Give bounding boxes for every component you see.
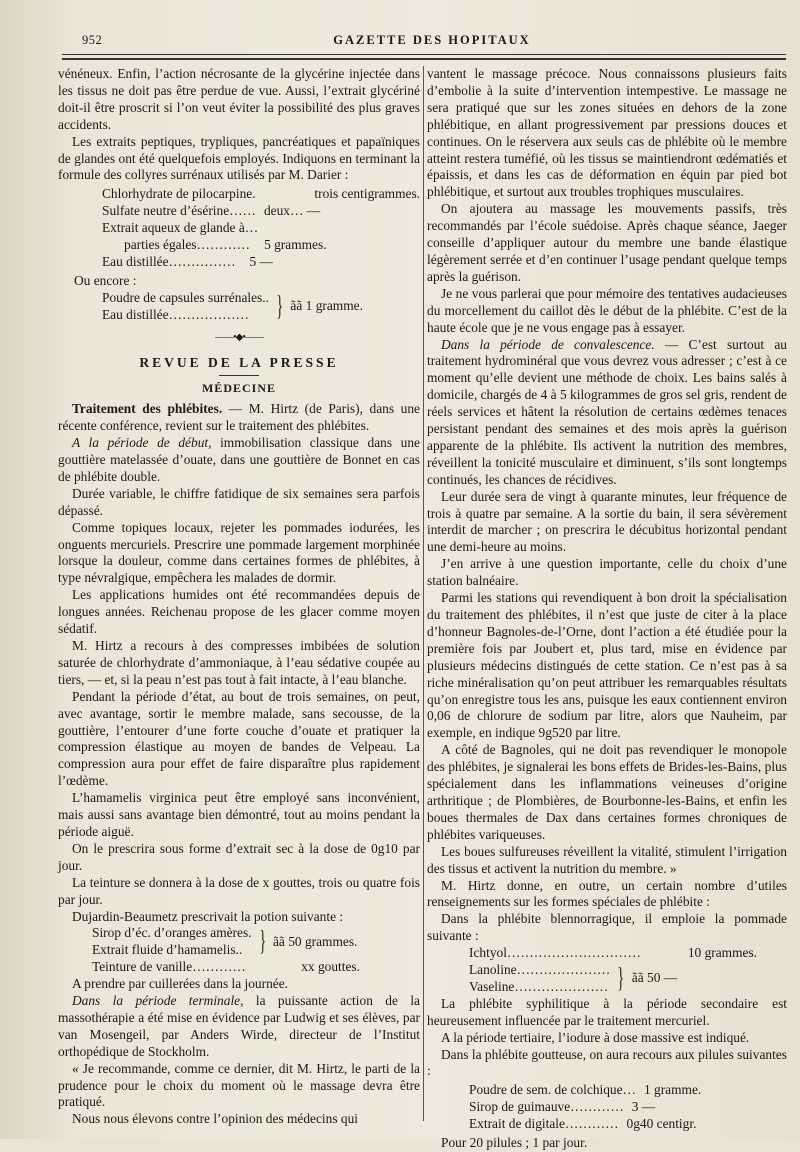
header-rule-thin (62, 54, 786, 55)
rx-ingredient: Poudre de sem. de colchique… (469, 1082, 636, 1098)
rx-quantity: 3 — (631, 1099, 656, 1115)
prescription-ichtyol (469, 962, 787, 996)
prescription-capsules (102, 290, 420, 324)
paragraph-text: immobilisation classique dans une gouttière matelassée d’ouate, dans une gouttière de Bonnet en cas de phlébite double. (58, 435, 420, 484)
rx-ingredient: Sirop d’éc. d’oranges amères. (92, 925, 252, 941)
brace: } (258, 926, 266, 958)
header-rule-thick (62, 58, 786, 60)
rx-ingredient: Extrait fluide d’hamamelis.. (92, 942, 243, 958)
paragraph: vénéneux. Enfin, l’action nécrosante de la glycérine injectée dans les tissus ne doit pas être perdue de vue. Aussi, l’extrait glycériné doit-il être proscrit si l’on veut éviter la possibilité des plus graves accidents. (58, 66, 420, 132)
rx-ingredient: Vaseline………………… (469, 978, 609, 994)
column-divider (423, 66, 424, 1121)
rx-ingredient: Eau distillée…………… (102, 253, 236, 269)
rx-row (102, 254, 420, 271)
paragraph: M. Hirtz a recours à des compresses imbibées de solution saturée de chlorhydrate d’ammoniaque, à l’eau sédative coupée au tiers, — et, si la peau n’est pas tout à fait intacte, à l’eau blanche. (58, 638, 420, 687)
rx-row (469, 1116, 757, 1133)
paragraph: Leur durée sera de vingt à quarante minutes, leur fréquence de trois à quatre par semaine. A la sortie du bain, il sera sévèrement interdit de marcher ; on prescrira le décubitus horizontal pendant une demi-heure au moins. (427, 488, 787, 555)
paragraph: A prendre par cuillerées dans la journée. (72, 976, 289, 992)
right-column (427, 66, 787, 1152)
paragraph: Nous nous élevons contre l’opinion des médecins qui (72, 1111, 358, 1127)
rx-ingredient: Chlorhydrate de pilocarpine. (102, 186, 256, 202)
italic-lead: A la période de début, (72, 435, 212, 451)
journal-title: GAZETTE DES HOPITAUX (333, 33, 531, 47)
paragraph: Les extraits peptiques, trypliques, pancréatiques et papaïniques de glandes ont été quelquefois employés. Indiquons en terminant la formule des collyres surrénaux utilisés par M. Darier : (58, 133, 420, 183)
paragraph: Pour 20 pilules ; 1 par jour. (441, 1135, 588, 1151)
rx-row (469, 945, 757, 962)
rx-row (469, 1099, 757, 1116)
italic-lead: Dans la période terminale, (72, 993, 244, 1009)
paragraph: Dans la phlébite goutteuse, on aura recours aux pilules suivantes : (427, 1046, 787, 1079)
rx-row (102, 203, 420, 220)
prescription-pills (469, 1082, 757, 1133)
paragraph: La teinture se donnera à la dose de x gouttes, trois ou quatre fois par jour. (58, 874, 420, 907)
paragraph: La phlébite syphilitique à la période secondaire est heureusement influencée par le traitement mercuriel. (427, 995, 787, 1028)
article-lead (58, 401, 420, 435)
rx-row (92, 959, 360, 976)
prescription-hamamelis (92, 925, 420, 959)
short-rule (219, 375, 259, 376)
paragraph: Je ne vous parlerai que pour mémoire des tentatives audacieuses du morcellement du caillot dès le début de la phlébite. C’est de la haute école que je ne vous engage pas à essayer. (427, 285, 787, 335)
rx-quantity: deux… — (263, 203, 321, 219)
paragraph: A la période tertiaire, l’iodure à dose massive est indiqué. (441, 1029, 750, 1045)
rx-ingredient: Eau distillée……………… (102, 306, 249, 322)
page-number: 952 (82, 33, 103, 47)
rx-quantity: ãã 50 grammes. (272, 933, 358, 949)
paragraph: Les boues sulfureuses réveillent la vitalité, stimulent l’irrigation des tissus et activent la nutrition du membre. » (427, 843, 787, 876)
paragraph: L’hamamelis virginica peut être employé sans inconvénient, mais aussi sans avantage bien démontré, tout au moins pendant la période aiguë. (58, 790, 420, 839)
paragraph (58, 435, 420, 486)
rx-quantity: 1 gramme. (643, 1082, 702, 1098)
rx-quantity: xx gouttes. (301, 959, 360, 975)
brace: } (276, 290, 284, 322)
rx-ingredient: Teinture de vanille………… (92, 959, 246, 975)
rx-quantity: 5 — (249, 253, 273, 269)
paragraph: On ajoutera au massage les mouvements passifs, très recommandés par l’école suédoise. Après chaque séance, Jaeger conseille d’appliquer autour du membre une bande élastique légèrement serrée et d’en continuer l’usage pendant quelque temps après la guérison. (427, 201, 787, 284)
rx-quantity: ãã 1 gramme. (290, 298, 363, 314)
paragraph (58, 993, 420, 1061)
rx-quantity: ãã 50 — (631, 970, 678, 986)
subsection-heading: MÉDECINE (201, 381, 276, 396)
rx-row (102, 186, 420, 203)
rx-ingredient: Extrait aqueux de glande à… (102, 220, 259, 236)
paragraph: A côté de Bagnoles, qui ne doit pas revendiquer le monopole des phlébites, je signalerai les bons effets de Brides-les-Bains, plus spécialement dans les inflammations veineuses d’origine arthritique ; de Plombières, de Bourbonne-les-Bains, et enfin les boues thermales de Dax dans certaines formes chroniques de phlébites variqueuses. (427, 742, 787, 842)
rx-row (469, 1082, 757, 1099)
rx-row (102, 220, 420, 237)
paragraph: Dujardin-Beaumetz prescrivait la potion suivante : (72, 908, 344, 924)
paragraph: Pendant la période d’état, au bout de trois semaines, on peut, avec avantage, sortir le membre malade, sans secousse, de la gouttière, l’entourer d’une forte couche d’ouate et pratiquer la compression élastique au moyen de bandes de Velpeau. La compression aura pour effet de faire disparaître plus rapidement l’œdème. (58, 688, 420, 789)
paragraph: « Je recommande, comme ce dernier, dit M. Hirtz, le parti de la prudence pour le choix du moment où le massage devra être pratiqué. (58, 1060, 420, 1110)
rx-quantity: 0g40 centigr. (626, 1116, 697, 1132)
rx-quantity: trois centigrammes. (314, 186, 420, 202)
paragraph: Comme topiques locaux, rejeter les pommades iodurées, les onguents mercuriels. Prescrire une pommade largement morphinée lorsque la douleur, comme dans certaines formes de phlébites, à type névralgique, empêchera les malades de dormir. (58, 519, 420, 586)
rx-ingredient: Poudre de capsules surrénales.. (102, 289, 269, 305)
paragraph: Dans la phlébite blennorragique, il emploie la pommade suivante : (427, 911, 787, 944)
running-header (82, 30, 782, 50)
rx-quantity: 10 grammes. (687, 945, 757, 961)
paragraph-text: — C’est surtout au traitement hydrominéral que vous devrez vous adresser ; c’est à ce moment qu’elle devient une méthode de choix. Les bains salés à domicile, chargés de 4 à 5 kilogrammes de gros sel gris, rendent de réels services et hâtent la résolution de certains œdèmes tenaces persistant pendant des semaines et des mois après la guérison apparente de la phlébite. Ils activent la nutrition des membres, réveillent la tonicité musculaire et diminuent, s’ils sont longtemps continués, les chances de récidives. (427, 336, 787, 487)
paragraph: Ou encore : (74, 272, 137, 288)
rx-ingredient: Extrait de digitale………… (469, 1116, 619, 1132)
rx-quantity: 5 grammes. (264, 237, 327, 253)
paragraph (427, 337, 787, 489)
rx-row (102, 237, 420, 254)
left-column (58, 66, 420, 1128)
paragraph: Durée variable, le chiffre fatidique de six semaines sera parfois dépassé. (58, 485, 420, 518)
italic-lead: Dans la période de convalescence. (441, 336, 655, 352)
paragraph: M. Hirtz donne, en outre, un certain nombre d’utiles renseignements sur les formes spéciales de phlébite : (427, 877, 787, 910)
ornament: ——•◆•—— (215, 331, 263, 343)
brace: } (617, 962, 625, 994)
rx-ingredient: Sulfate neutre d’ésérine…… (102, 203, 256, 219)
rx-ingredient: parties égales………… (124, 237, 251, 253)
paragraph: vantent le massage précoce. Nous connaissons plusieurs faits d’embolie à la suite d’intervention intempestive. Le massage ne sera pratiqué que sur les zones situées en dehors de la zone phlébitique, en allant progressivement par pressions douces et continues. On le réservera aux seuls cas de phlébite où le membre atteint restera tuméfié, où les tissus se maintiendront œdématiés et épaissis, et dans les cas de déformation en équin par pied bot phlébitique, et surtout aux troubles trophiques musculaires. (427, 66, 787, 200)
rx-ingredient: Lanoline………………… (469, 962, 611, 978)
rx-ingredient: Sirop de guimauve………… (469, 1099, 624, 1115)
paragraph: On le prescrira sous forme d’extrait sec à la dose de 0g10 par jour. (58, 840, 420, 873)
article-intro: — M. Hirtz (de Paris), dans une récente conférence, revient sur le traitement des phlébites. (58, 401, 420, 434)
rx-ingredient: Ichtyol………………………… (469, 945, 641, 961)
paragraph-text: la puissante action de la massothérapie a été mise en évidence par Ludwig et ses élèves, par van Mosengeil, par Anders Wirde, directeur de l’Institut orthopédique de Stockholm. (58, 993, 420, 1059)
paragraph: J’en arrive à une question importante, celle du choix d’une station balnéaire. (427, 556, 787, 589)
section-heading: REVUE DE LA PRESSE (139, 354, 339, 370)
prescription-darier (102, 186, 420, 271)
article-title: Traitement des phlébites. (72, 401, 223, 417)
paragraph: Parmi les stations qui revendiquent à bon droit la spécialisation du traitement des phlébites, il n’est que juste de citer à la place d’honneur Bagnoles-de-l’Orne, dont l’action a été étudiée pour la première fois par Joubert et, plus tard, mise en évidence par plusieurs médecins distingués de cette station. Ce n’est pas à sa riche minéralisation qu’on peut attribuer les remarquables résultats qu’on enregistre tous les ans, puisque les eaux contiennent environ 0,06 de chlorure de sodium par litre, alors que Nauheim, par exemple, en indique 9g520 par litre. (427, 590, 787, 741)
paragraph: Les applications humides ont été recommandées depuis de longues années. Reichenau propose de les glacer comme moyen sédatif. (58, 587, 420, 637)
